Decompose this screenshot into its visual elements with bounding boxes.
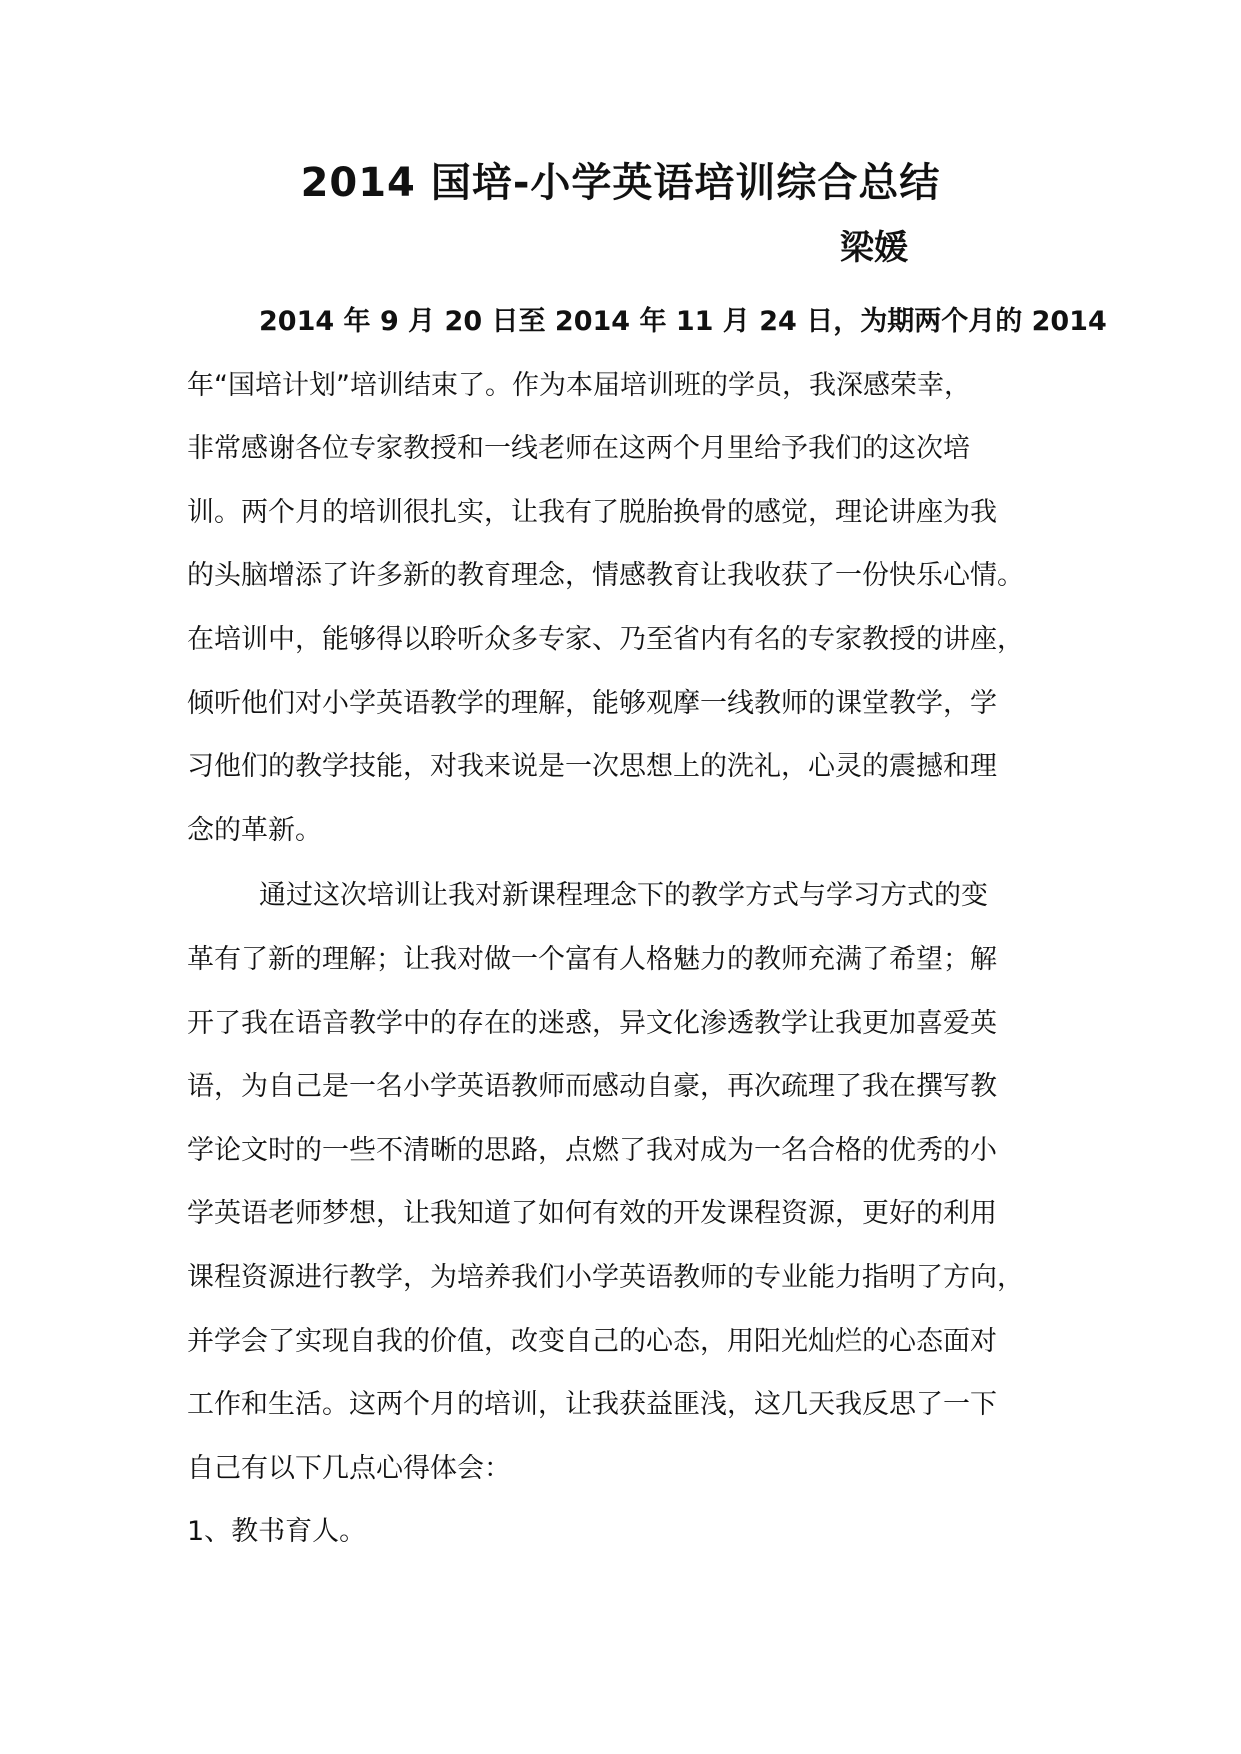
document-title: 2014 国培-小学英语培训综合总结 xyxy=(300,160,941,206)
paragraph-1 xyxy=(187,290,1107,862)
text-line: 非常感谢各位专家教授和一线老师在这两个月里给予我们的这次培 xyxy=(187,433,970,465)
text-line: 2014 年 9 月 20 日至 2014 年 11 月 24 日，为期两个月的 2014 xyxy=(259,306,1107,337)
text-line: 念的革新。 xyxy=(187,814,322,846)
text-line: 在培训中，能够得以聆听众多专家、乃至省内有名的专家教授的讲座， xyxy=(187,623,1024,655)
section-heading: 1、教书育人。 xyxy=(187,1516,367,1548)
text-line: 年“国培计划”培训结束了。作为本届培训班的学员，我深感荣幸， xyxy=(187,369,971,401)
author-name: 梁媛 xyxy=(840,228,908,268)
text-line: 自己有以下几点心得体会： xyxy=(187,1452,511,1484)
text-line: 革有了新的理解；让我对做一个富有人格魅力的教师充满了希望；解 xyxy=(187,943,997,975)
document-body xyxy=(187,290,1107,1564)
text-line: 开了我在语音教学中的存在的迷惑，异文化渗透教学让我更加喜爱英 xyxy=(187,1007,997,1039)
text-line: 习他们的教学技能，对我来说是一次思想上的洗礼，心灵的震撼和理 xyxy=(187,751,997,783)
paragraph-2 xyxy=(187,864,1057,1500)
text-line: 的头脑增添了许多新的教育理念，情感教育让我收获了一份快乐心情。 xyxy=(187,560,1024,592)
text-line: 并学会了实现自我的价值，改变自己的心态，用阳光灿烂的心态面对 xyxy=(187,1325,997,1357)
text-line: 学英语老师梦想，让我知道了如何有效的开发课程资源，更好的利用 xyxy=(187,1198,997,1230)
text-line: 语，为自己是一名小学英语教师而感动自豪，再次疏理了我在撰写教 xyxy=(187,1071,997,1103)
text-line: 工作和生活。这两个月的培训，让我获益匪浅，这几天我反思了一下 xyxy=(187,1389,997,1421)
text-line: 倾听他们对小学英语教学的理解，能够观摩一线教师的课堂教学，学 xyxy=(187,687,997,719)
text-line: 通过这次培训让我对新课程理念下的教学方式与学习方式的变 xyxy=(259,880,988,912)
text-line: 课程资源进行教学，为培养我们小学英语教师的专业能力指明了方向， xyxy=(187,1261,1024,1293)
text-line: 学论文时的一些不清晰的思路，点燃了我对成为一名合格的优秀的小 xyxy=(187,1134,997,1166)
text-line: 训。两个月的培训很扎实，让我有了脱胎换骨的感觉，理论讲座为我 xyxy=(187,496,997,528)
